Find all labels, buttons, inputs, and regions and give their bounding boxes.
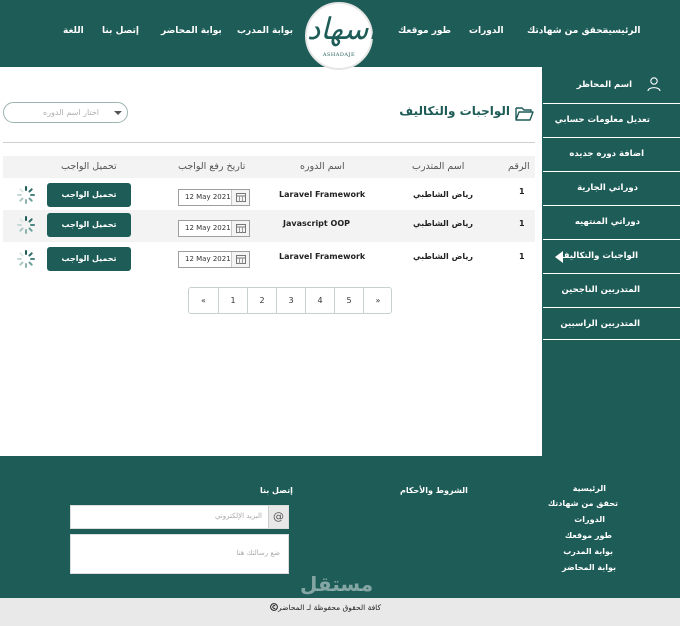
table-header	[3, 156, 535, 178]
sidebar-item-edit-account[interactable]	[543, 103, 680, 136]
sidebar-item-assignments[interactable]	[543, 239, 680, 272]
footer-terms-link[interactable]: الشروط والأحكام	[400, 486, 468, 495]
cell-course: Laravel Framework	[279, 252, 366, 261]
sidebar-item-label: اسم المحاظر	[576, 80, 632, 90]
sidebar-item-add-course[interactable]	[543, 137, 680, 170]
footer-nav-trainer-portal[interactable]: بوابة المدرب	[563, 547, 613, 556]
copyright-icon	[270, 603, 278, 611]
footer-nav-home[interactable]: الرئيسية	[572, 484, 606, 493]
folder-open-icon	[515, 106, 534, 121]
footer-nav-lecturer-portal[interactable]: بوابة المحاضر	[562, 563, 616, 572]
nav-courses[interactable]: الدورات	[469, 26, 504, 36]
col-header-download: تحميل الواجب	[61, 161, 117, 172]
email-field[interactable]	[70, 505, 289, 529]
message-placeholder: ضع رسالتك هنا	[236, 549, 280, 557]
cell-number: 1	[519, 219, 525, 228]
loading-spinner-icon	[16, 249, 36, 269]
date-field	[178, 251, 250, 268]
pagination-next[interactable]: »	[363, 288, 392, 313]
message-field[interactable]	[70, 534, 289, 574]
calendar-icon	[231, 190, 249, 205]
date-field	[178, 189, 250, 206]
cell-trainee: رياض الشاطبي	[413, 219, 473, 228]
user-icon	[646, 76, 662, 92]
date-field	[178, 220, 250, 237]
date-value: 12 May 2021	[185, 255, 231, 263]
sidebar-item-label: دوراتي المنتهيه	[574, 217, 640, 227]
nav-verify-certificate[interactable]: تحقق من شهادتك	[527, 26, 606, 36]
title-divider	[3, 142, 535, 143]
cell-course: Javascript OOP	[283, 219, 350, 228]
nav-language[interactable]: اللغة	[63, 26, 84, 36]
sidebar	[542, 67, 680, 456]
logo-script: أسهاد	[307, 12, 377, 47]
table-row	[3, 179, 535, 211]
download-assignment-button[interactable]: تحميل الواجب	[47, 247, 131, 271]
watermark: مستقل	[300, 572, 374, 596]
site-logo[interactable]	[305, 2, 377, 70]
pagination	[188, 287, 392, 314]
chevron-down-icon	[114, 111, 122, 115]
table-row	[3, 243, 535, 275]
footer-contact-title: إتصل بنا	[260, 486, 293, 495]
col-header-number: الرقم	[508, 161, 530, 172]
col-header-upload-date: تاريخ رفع الواجب	[178, 161, 246, 172]
nav-contact[interactable]: إتصل بنا	[102, 26, 139, 36]
footer-nav-develop-site[interactable]: طور موقعك	[564, 531, 612, 540]
col-header-course: اسم الدوره	[300, 161, 345, 172]
cell-course: Laravel Framework	[279, 190, 366, 199]
nav-lecturer-portal[interactable]: بوابة المحاضر	[161, 26, 222, 36]
sidebar-item-failed-trainees[interactable]	[543, 307, 680, 340]
sidebar-item-label: دوراتي الجارية	[577, 183, 638, 193]
download-assignment-button[interactable]: تحميل الواجب	[47, 183, 131, 207]
page-title: الواجبات والتكاليف	[399, 104, 510, 118]
col-header-trainee: اسم المتدرب	[412, 161, 465, 172]
sidebar-item-label: اضافة دوره جديده	[569, 149, 644, 159]
pagination-prev[interactable]: «	[201, 296, 206, 305]
sidebar-item-profile[interactable]	[543, 67, 680, 103]
course-select[interactable]	[3, 102, 128, 123]
sidebar-item-label: المتدربين الناجحين	[561, 285, 640, 295]
cell-trainee: رياض الشاطبي	[413, 190, 473, 199]
nav-develop-site[interactable]: طور موقعك	[398, 26, 452, 36]
email-placeholder: البريد الإلكتروني	[215, 512, 262, 520]
sidebar-item-label: تعديل معلومات حسابي	[554, 115, 650, 125]
nav-trainer-portal[interactable]: بوابة المدرب	[237, 26, 293, 36]
course-select-placeholder: اختار اسم الدوره	[43, 108, 99, 117]
loading-spinner-icon	[16, 215, 36, 235]
download-assignment-button[interactable]: تحميل الواجب	[47, 213, 131, 237]
table-row	[3, 210, 535, 242]
sidebar-item-label: الواجبات والتكاليف	[559, 251, 638, 261]
at-icon: @	[268, 506, 288, 528]
cell-number: 1	[519, 252, 525, 261]
sidebar-item-label: المتدربين الراسبين	[560, 319, 640, 329]
copyright-bar	[0, 598, 680, 626]
loading-spinner-icon	[16, 185, 36, 205]
date-value: 12 May 2021	[185, 224, 231, 232]
footer-nav-courses[interactable]: الدورات	[574, 515, 605, 524]
footer-nav-verify-certificate[interactable]: تحقق من شهادتك	[547, 499, 618, 508]
pagination-page-2[interactable]: 2	[247, 288, 276, 313]
cell-number: 1	[519, 187, 525, 196]
pagination-page-3[interactable]: 3	[276, 288, 305, 313]
sidebar-item-passed-trainees[interactable]	[543, 273, 680, 306]
calendar-icon	[231, 221, 249, 236]
logo-text: ASHADAJE	[322, 52, 356, 58]
sidebar-item-current-courses[interactable]	[543, 171, 680, 204]
cell-trainee: رياض الشاطبي	[413, 252, 473, 261]
pagination-page-4[interactable]: 4	[305, 288, 334, 313]
nav-home[interactable]: الرئيسية	[603, 26, 641, 36]
sidebar-item-finished-courses[interactable]	[543, 205, 680, 238]
calendar-icon	[231, 252, 249, 267]
pagination-page-5[interactable]: 5	[334, 288, 363, 313]
pagination-page-1[interactable]: 1	[218, 288, 247, 313]
copyright-text: كافة الحقوق محفوظة لـ المحاضر	[278, 603, 382, 612]
date-value: 12 May 2021	[185, 193, 231, 201]
